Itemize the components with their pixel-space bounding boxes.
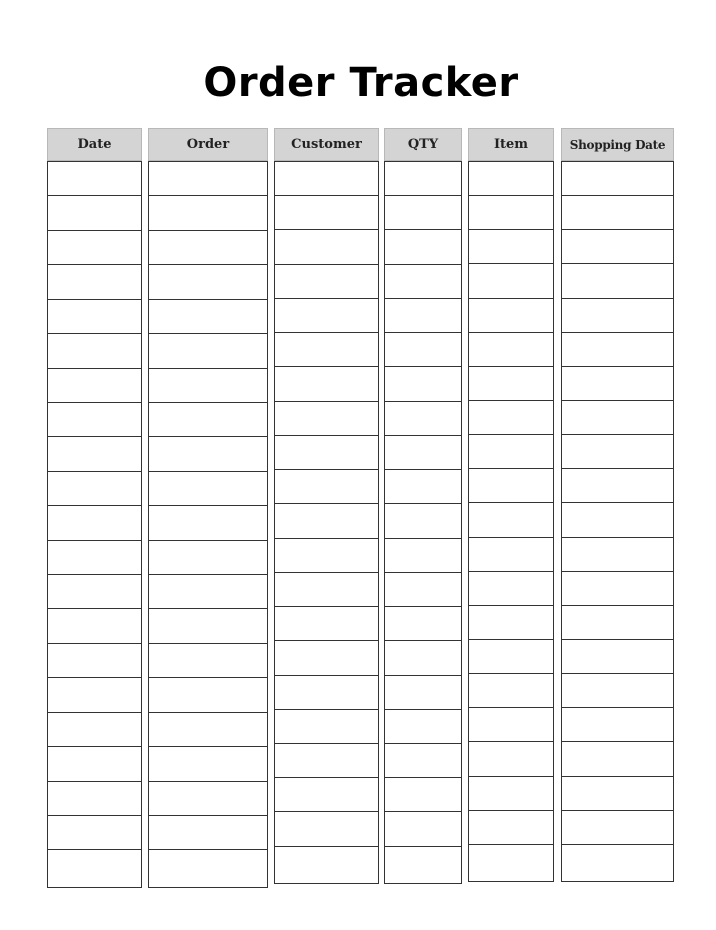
qty-cell[interactable] [385,676,461,710]
item-cell[interactable] [469,811,553,845]
item-cell[interactable] [469,264,553,298]
column-header-date: Date [47,128,142,161]
qty-cell[interactable] [385,573,461,607]
column-body-shopping-date [561,161,674,882]
order-cell[interactable] [149,678,267,712]
column-header-qty: QTY [384,128,462,161]
date-cell[interactable] [48,403,141,437]
date-cell[interactable] [48,713,141,747]
item-cell[interactable] [469,845,553,879]
shopping_date-cell[interactable] [562,674,673,708]
item-cell[interactable] [469,435,553,469]
date-cell[interactable] [48,437,141,471]
shopping_date-cell[interactable] [562,230,673,264]
item-cell[interactable] [469,299,553,333]
customer-cell[interactable] [275,402,378,436]
shopping_date-cell[interactable] [562,299,673,333]
item-cell[interactable] [469,333,553,367]
customer-cell[interactable] [275,196,378,230]
shopping_date-cell[interactable] [562,811,673,845]
item-cell[interactable] [469,401,553,435]
column-header-item: Item [468,128,554,161]
shopping_date-cell[interactable] [562,196,673,230]
order-cell[interactable] [149,196,267,230]
shopping_date-cell[interactable] [562,435,673,469]
date-cell[interactable] [48,816,141,850]
column-item [468,128,554,882]
order-cell[interactable] [149,334,267,368]
shopping_date-cell[interactable] [562,469,673,503]
qty-cell[interactable] [385,402,461,436]
customer-cell[interactable] [275,230,378,264]
qty-cell[interactable] [385,607,461,641]
qty-cell[interactable] [385,812,461,846]
order-cell[interactable] [149,644,267,678]
order-cell[interactable] [149,816,267,850]
order-cell[interactable] [149,300,267,334]
order-cell[interactable] [149,472,267,506]
customer-cell[interactable] [275,333,378,367]
customer-cell[interactable] [275,470,378,504]
column-header-shopping-date: Shopping Date [561,128,674,161]
customer-cell[interactable] [275,367,378,401]
qty-cell[interactable] [385,230,461,264]
date-cell[interactable] [48,541,141,575]
date-cell[interactable] [48,196,141,230]
item-cell[interactable] [469,640,553,674]
qty-cell[interactable] [385,710,461,744]
qty-cell[interactable] [385,333,461,367]
date-cell[interactable] [48,300,141,334]
shopping_date-cell[interactable] [562,333,673,367]
column-body-order [148,161,268,888]
date-cell[interactable] [48,265,141,299]
qty-cell[interactable] [385,778,461,812]
date-cell[interactable] [48,644,141,678]
shopping_date-cell[interactable] [562,538,673,572]
customer-cell[interactable] [275,299,378,333]
customer-cell[interactable] [275,573,378,607]
qty-cell[interactable] [385,367,461,401]
date-cell[interactable] [48,747,141,781]
item-cell[interactable] [469,469,553,503]
order-cell[interactable] [149,403,267,437]
column-body-customer [274,161,379,884]
customer-cell[interactable] [275,812,378,846]
shopping_date-cell[interactable] [562,162,673,196]
column-header-order: Order [148,128,268,161]
item-cell[interactable] [469,230,553,264]
page-title: Order Tracker [203,60,519,106]
column-customer [274,128,379,884]
date-cell[interactable] [48,506,141,540]
item-cell[interactable] [469,367,553,401]
qty-cell[interactable] [385,265,461,299]
column-body-date [47,161,142,888]
column-shopping-date [561,128,674,882]
column-qty [384,128,462,884]
qty-cell[interactable] [385,641,461,675]
order-cell[interactable] [149,231,267,265]
customer-cell[interactable] [275,607,378,641]
item-cell[interactable] [469,606,553,640]
date-cell[interactable] [48,231,141,265]
item-cell[interactable] [469,196,553,230]
order-cell[interactable] [149,575,267,609]
column-order [148,128,268,888]
date-cell[interactable] [48,609,141,643]
customer-cell[interactable] [275,504,378,538]
customer-cell[interactable] [275,744,378,778]
qty-cell[interactable] [385,539,461,573]
order-cell[interactable] [149,782,267,816]
shopping_date-cell[interactable] [562,503,673,537]
date-cell[interactable] [48,162,141,196]
date-cell[interactable] [48,369,141,403]
item-cell[interactable] [469,572,553,606]
customer-cell[interactable] [275,778,378,812]
shopping_date-cell[interactable] [562,606,673,640]
customer-cell[interactable] [275,641,378,675]
date-cell[interactable] [48,678,141,712]
shopping_date-cell[interactable] [562,401,673,435]
item-cell[interactable] [469,742,553,776]
item-cell[interactable] [469,674,553,708]
shopping_date-cell[interactable] [562,264,673,298]
order-cell[interactable] [149,713,267,747]
shopping_date-cell[interactable] [562,640,673,674]
order-cell[interactable] [149,369,267,403]
item-cell[interactable] [469,538,553,572]
qty-cell[interactable] [385,470,461,504]
item-cell[interactable] [469,162,553,196]
shopping_date-cell[interactable] [562,572,673,606]
column-body-item [468,161,554,882]
column-date [47,128,142,888]
column-body-qty [384,161,462,884]
shopping_date-cell[interactable] [562,845,673,879]
customer-cell[interactable] [275,676,378,710]
item-cell[interactable] [469,708,553,742]
column-header-customer: Customer [274,128,379,161]
qty-cell[interactable] [385,162,461,196]
qty-cell[interactable] [385,196,461,230]
order-cell[interactable] [149,747,267,781]
shopping_date-cell[interactable] [562,367,673,401]
customer-cell[interactable] [275,539,378,573]
qty-cell[interactable] [385,847,461,881]
qty-cell[interactable] [385,436,461,470]
order-cell[interactable] [149,850,267,884]
customer-cell[interactable] [275,710,378,744]
shopping_date-cell[interactable] [562,708,673,742]
date-cell[interactable] [48,782,141,816]
order-cell[interactable] [149,162,267,196]
date-cell[interactable] [48,334,141,368]
qty-cell[interactable] [385,744,461,778]
customer-cell[interactable] [275,162,378,196]
order-cell[interactable] [149,437,267,471]
item-cell[interactable] [469,777,553,811]
date-cell[interactable] [48,472,141,506]
customer-cell[interactable] [275,436,378,470]
shopping_date-cell[interactable] [562,742,673,776]
customer-cell[interactable] [275,847,378,881]
order-cell[interactable] [149,265,267,299]
qty-cell[interactable] [385,299,461,333]
customer-cell[interactable] [275,265,378,299]
qty-cell[interactable] [385,504,461,538]
order-cell[interactable] [149,609,267,643]
date-cell[interactable] [48,850,141,884]
order-cell[interactable] [149,506,267,540]
item-cell[interactable] [469,503,553,537]
order-cell[interactable] [149,541,267,575]
date-cell[interactable] [48,575,141,609]
shopping_date-cell[interactable] [562,777,673,811]
